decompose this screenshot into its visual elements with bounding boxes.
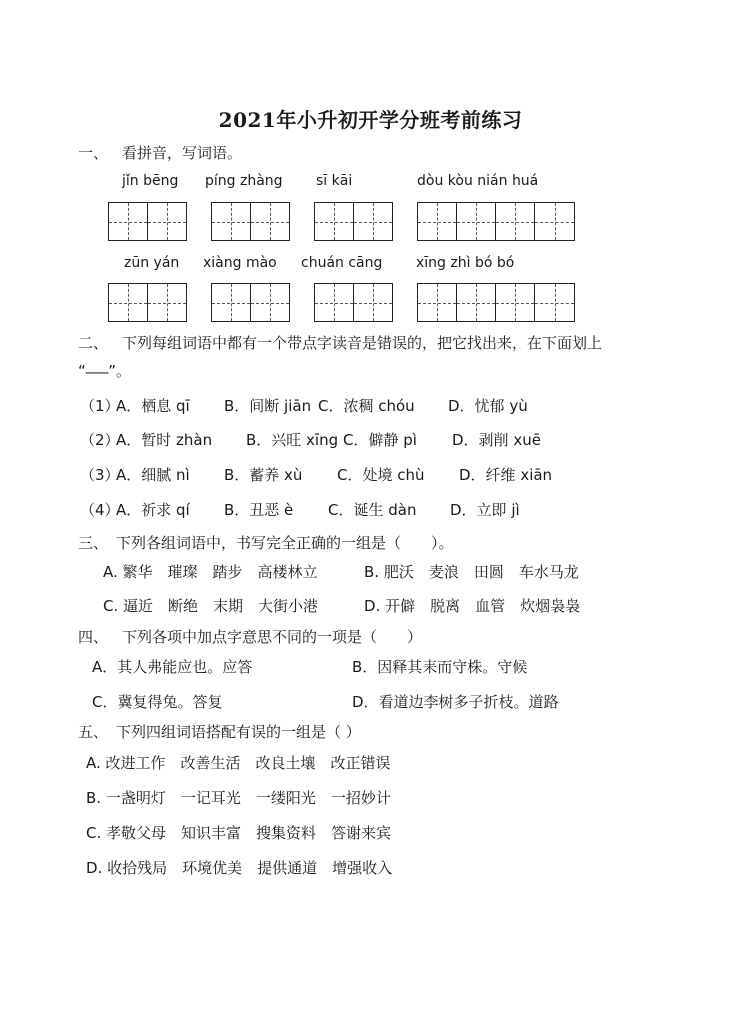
pinyin-7: chuán cāng — [301, 255, 383, 271]
q2-row2-option-a: A．暂时 zhàn — [116, 431, 213, 449]
q2-row2-option-d: D．剥削 xuē — [452, 431, 541, 449]
q2-row1-option-a: A．栖息 qī — [116, 397, 190, 415]
q5-option-d: D. 收拾残局 环境优美 提供通道 增强收入 — [86, 859, 393, 877]
section3-number: 三、 — [78, 534, 109, 552]
q4-option-a: A．其人弗能应也。应答 — [92, 658, 253, 676]
q2-row3-option-d: D．纤维 xiān — [459, 466, 553, 484]
section1-instruction: 看拼音，写词语。 — [122, 144, 243, 162]
q2-row4-option-b: B．丑恶 è — [224, 501, 294, 519]
q4-option-b: B．因释其耒而守株。守候 — [352, 658, 528, 676]
writing-grid[interactable] — [211, 202, 290, 241]
q2-row2-option-c: C．僻静 pì — [343, 431, 417, 449]
q5-option-a: A. 改进工作 改善生活 改良土壤 改正错误 — [86, 754, 391, 772]
q2-row3-option-b: B．蓄养 xù — [224, 466, 303, 484]
q3-option-a: A. 繁华 璀璨 踏步 高楼林立 — [103, 563, 318, 581]
pinyin-1: jǐn bēng — [122, 173, 179, 189]
q2-row3-number: （3） — [80, 466, 120, 484]
q2-row3-option-a: A．细腻 nì — [116, 466, 190, 484]
q2-row1-option-c: C．浓稠 chóu — [318, 397, 415, 415]
q3-option-b: B. 肥沃 麦浪 田圆 车水马龙 — [364, 563, 579, 581]
q4-option-d: D．看道边李树多子折枝。道路 — [352, 693, 559, 711]
writing-grid[interactable] — [211, 283, 290, 322]
section4-number: 四、 — [78, 628, 109, 646]
section3-instruction: 下列各组词语中，书写完全正确的一组是（ ）。 — [116, 534, 454, 552]
pinyin-2: píng zhàng — [205, 173, 283, 189]
q2-row1-option-b: B．间断 jiān — [224, 397, 312, 415]
q2-row1-number: （1） — [80, 397, 120, 415]
q2-row2-option-b: B．兴旺 xīng — [246, 431, 339, 449]
q2-row4-number: （4） — [80, 501, 120, 519]
writing-grid[interactable] — [417, 283, 575, 322]
pinyin-8: xīng zhì bó bó — [416, 255, 515, 271]
q2-row4-option-c: C．诞生 dàn — [328, 501, 417, 519]
section2-instruction-cont: “___”。 — [78, 356, 132, 380]
section5-instruction: 下列四组词语搭配有误的一组是（ ） — [116, 723, 361, 741]
writing-grid[interactable] — [314, 283, 393, 322]
page-title: 2021年小升初开学分班考前练习 — [218, 108, 523, 132]
underline-mark: ___ — [85, 356, 109, 374]
q2-row2-number: （2） — [80, 431, 120, 449]
q3-option-c: C. 逼近 断绝 末期 大街小港 — [103, 597, 319, 615]
q5-option-b: B. 一盏明灯 一记耳光 一缕阳光 一招妙计 — [86, 789, 391, 807]
pinyin-3: sī kāi — [316, 173, 353, 189]
section2-instruction: 下列每组词语中都有一个带点字读音是错误的，把它找出来，在下面划上 — [122, 334, 603, 352]
q5-option-c: C. 孝敬父母 知识丰富 搜集资料 答谢来宾 — [86, 824, 392, 842]
q2-row1-option-d: D．忧郁 yù — [448, 397, 528, 415]
section4-instruction: 下列各项中加点字意思不同的一项是（ ） — [122, 628, 423, 646]
q2-row4-option-a: A．祈求 qí — [116, 501, 190, 519]
section1-number: 一、 — [78, 144, 109, 162]
q3-option-d: D. 开僻 脱离 血管 炊烟袅袅 — [364, 597, 581, 615]
q4-option-c: C．冀复得兔。答复 — [92, 693, 223, 711]
q2-row4-option-d: D．立即 jì — [450, 501, 520, 519]
pinyin-5: zūn yán — [124, 255, 180, 271]
section5-number: 五、 — [78, 723, 109, 741]
q2-row3-option-c: C．处境 chù — [337, 466, 425, 484]
writing-grid[interactable] — [417, 202, 575, 241]
section2-number: 二、 — [78, 334, 109, 352]
writing-grid[interactable] — [314, 202, 393, 241]
pinyin-4: dòu kòu nián huá — [417, 173, 539, 189]
writing-grid[interactable] — [108, 283, 187, 322]
pinyin-6: xiàng mào — [203, 255, 277, 271]
writing-grid[interactable] — [108, 202, 187, 241]
